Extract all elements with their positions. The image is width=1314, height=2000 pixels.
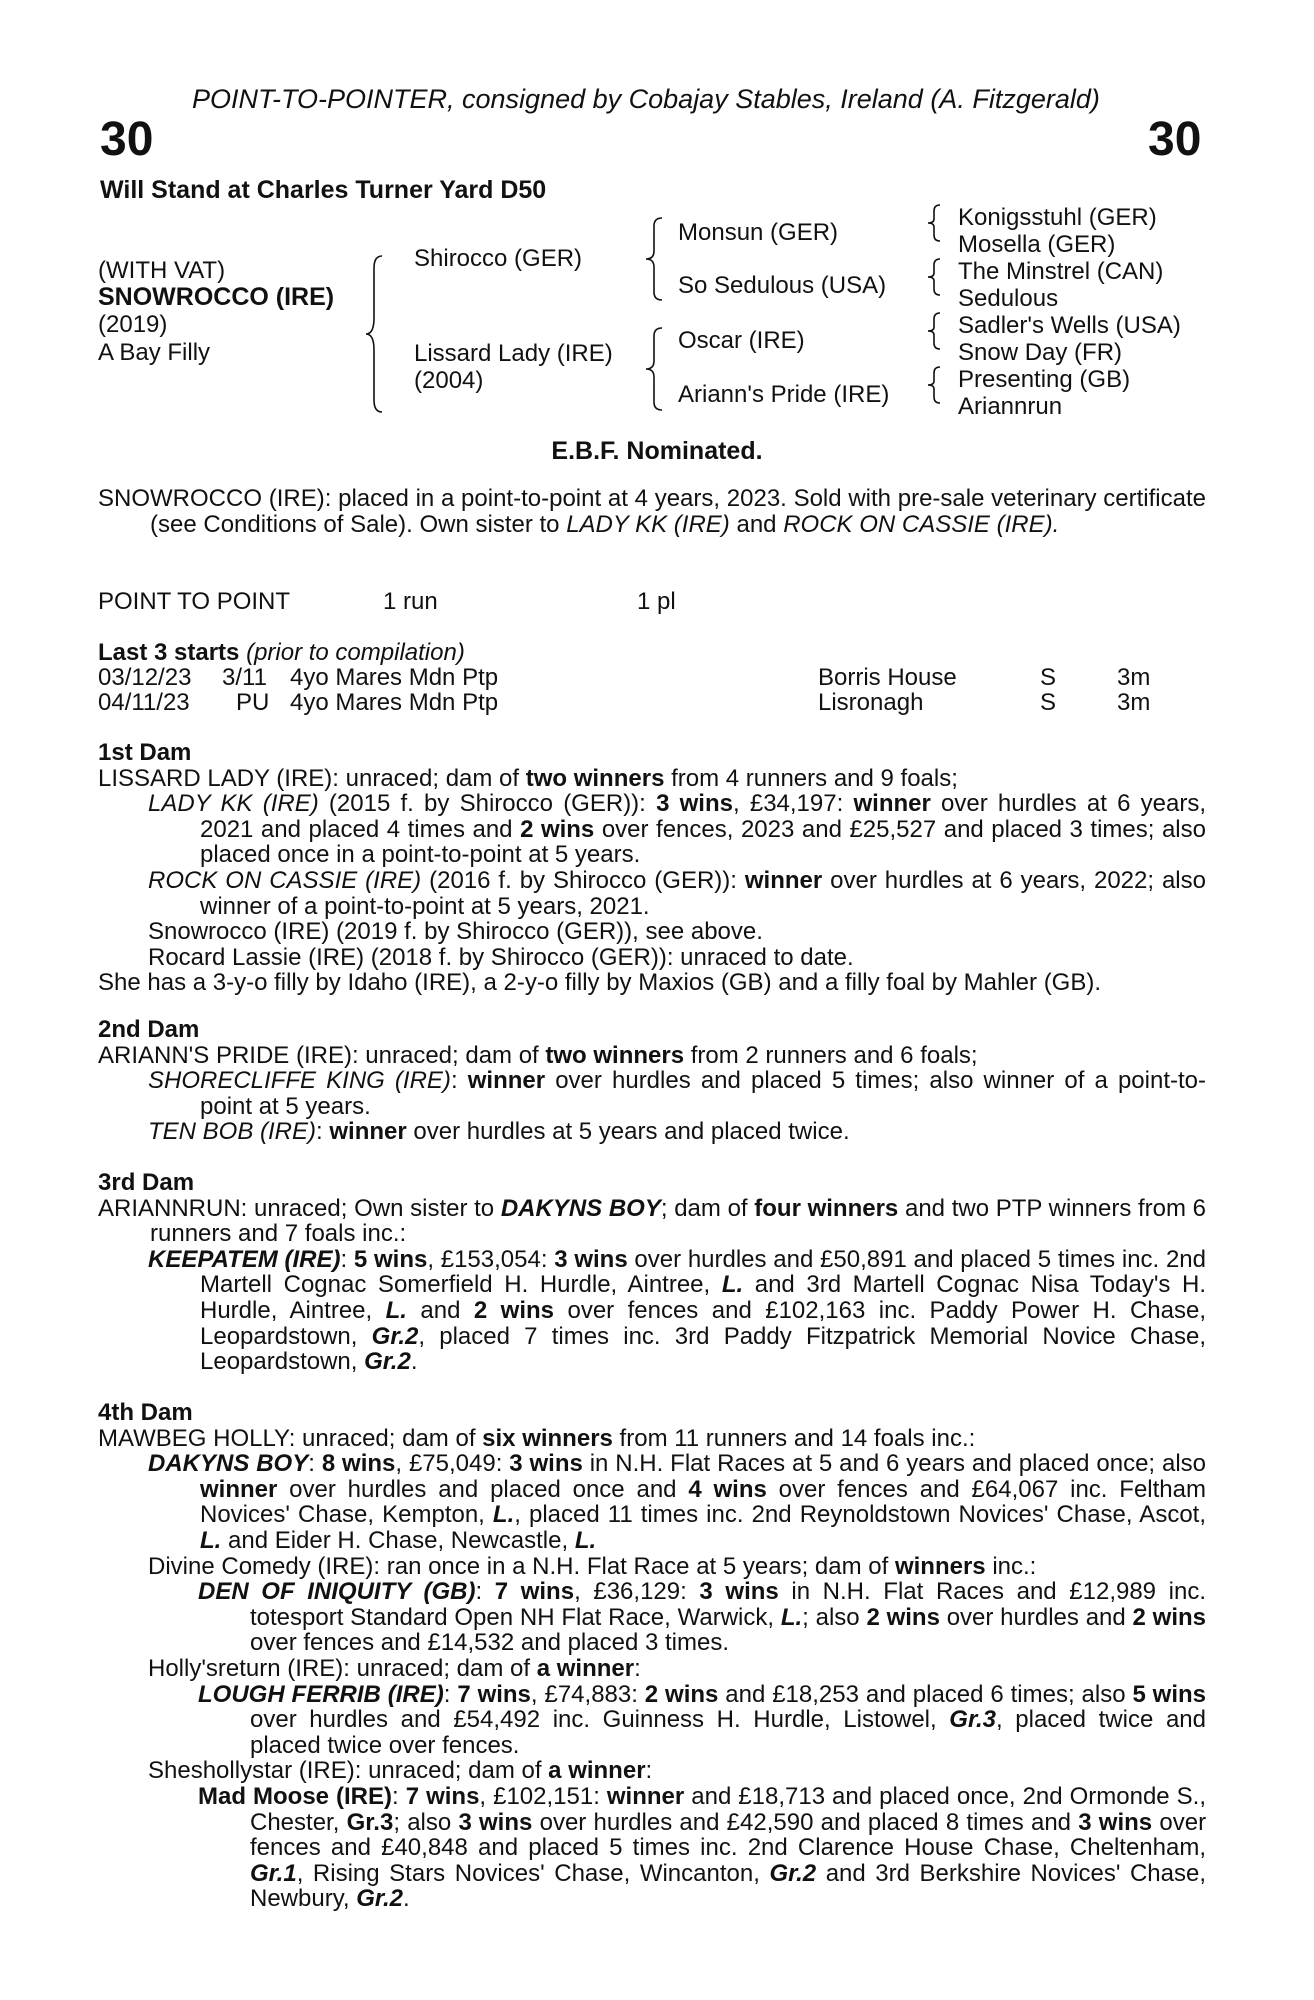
lf-wins: 7 wins	[457, 1680, 531, 1708]
k-grade2: Gr.2	[364, 1348, 411, 1376]
lk-text2: , £34,197:	[732, 790, 854, 818]
progeny-lady-kk: LADY KK (IRE)	[148, 790, 319, 818]
start-position: 3/11	[222, 664, 267, 691]
start-race: 4yo Mares Mdn Ptp	[290, 664, 499, 691]
k-grade: Gr.2	[371, 1322, 419, 1350]
start-date: 04/11/23	[98, 689, 190, 716]
tb-winner: winner	[329, 1118, 407, 1146]
lf-text3: over hurdles and £54,492 inc. Guinness H. Hurdle, Listowel,	[250, 1706, 950, 1734]
mm-text4: over hurdles and £42,590 and placed 8 times and	[532, 1808, 1079, 1836]
hr-winner: a winner	[536, 1654, 635, 1682]
lf-wins3: 5 wins	[1132, 1680, 1207, 1708]
k-text3: and 3rd Martell Cognac Nisa Today's H. Hurdle, Aintree,	[200, 1271, 1207, 1324]
k-listed: L.	[721, 1271, 744, 1299]
start-position: PU	[236, 689, 270, 716]
sister-link-rock-on-cassie: ROCK ON CASSIE	[783, 510, 990, 538]
pedigree-ssd: Mosella (GER)	[958, 231, 1116, 258]
sk-colon: :	[450, 1067, 468, 1095]
pedigree-ddd: Ariannrun	[958, 393, 1063, 420]
last-starts-title: Last 3 starts	[98, 639, 240, 666]
db-winner: winner	[200, 1475, 278, 1503]
db-wins2: 3 wins	[509, 1450, 583, 1478]
sh-end: :	[645, 1757, 653, 1785]
di-text2: in N.H. Flat Races and £12,989 inc. totesport Standard Open NH Flat Race, Warwick,	[250, 1578, 1207, 1631]
db-text3: over hurdles and placed once and	[277, 1475, 689, 1503]
lk-winner: winner	[853, 790, 931, 818]
sh-winner: a winner	[548, 1757, 646, 1785]
dam4-text-end: from 11 runners and 14 foals inc.:	[612, 1424, 976, 1452]
mm-grade: Gr.3	[346, 1808, 394, 1836]
db-wins3: 4 wins	[688, 1475, 767, 1503]
mm-text: , £102,151:	[479, 1782, 607, 1810]
hollysreturn-text: Holly'sreturn (IRE): unraced; dam of	[148, 1654, 537, 1682]
dam2-winners: two winners	[545, 1041, 685, 1069]
pedigree-dsd: Snow Day (FR)	[958, 339, 1123, 366]
third-dam-section	[98, 1170, 1206, 1375]
lf-wins2: 2 wins	[644, 1680, 719, 1708]
di-listed: L.	[780, 1603, 803, 1631]
start-date: 03/12/23	[98, 664, 192, 691]
k-listed2: L.	[385, 1296, 407, 1324]
mm-text2: and £18,713 and placed once, 2nd Ormonde S., Chester,	[250, 1782, 1207, 1836]
lf-text2: and £18,253 and placed 6 times; also	[718, 1680, 1133, 1708]
progeny-lough-ferrib: LOUGH FERRIB (IRE)	[198, 1680, 444, 1708]
last-starts-note: (prior to compilation)	[246, 639, 465, 666]
pedigree-sd: So Sedulous (USA)	[678, 272, 887, 299]
pedigree-bracket-ds	[930, 313, 946, 349]
mm-grade4: Gr.2	[356, 1885, 403, 1913]
horse-name: SNOWROCCO (IRE)	[98, 283, 335, 311]
sister-link-lady-kk: LADY KK (IRE)	[566, 510, 730, 538]
dam2-text: ARIANN'S PRIDE (IRE): unraced; dam of	[98, 1041, 546, 1069]
ebf-nominated: E.B.F. Nominated.	[551, 437, 763, 465]
di-text3: ; also	[802, 1603, 867, 1631]
di-wins4: 2 wins	[1132, 1603, 1207, 1631]
db-colon: :	[308, 1450, 322, 1478]
progeny-dakyns-boy: DAKYNS BOY	[148, 1450, 309, 1478]
pedigree-dam-year: (2004)	[414, 367, 484, 394]
db-text6: and Eider H. Chase, Newcastle,	[221, 1526, 575, 1554]
progeny-mad-moose: Mad Moose (IRE)	[198, 1782, 393, 1810]
pedigree-bracket-dd	[930, 367, 946, 403]
lk-wins2: 2 wins	[520, 815, 595, 843]
lk-text: (2015 f. by Shirocco (GER)):	[318, 790, 657, 818]
pedigree-bracket-ss	[930, 205, 946, 241]
tb-text: over hurdles at 5 years and placed twice.	[406, 1118, 850, 1146]
rc-winner: winner	[744, 866, 823, 894]
pedigree-dds: Presenting (GB)	[958, 366, 1131, 393]
dam4-text: MAWBEG HOLLY: unraced; dam of	[98, 1424, 483, 1452]
di-wins: 7 wins	[494, 1578, 575, 1606]
record-label: POINT TO POINT	[98, 588, 291, 615]
dc-end: inc.:	[985, 1552, 1037, 1580]
k-colon: :	[340, 1245, 354, 1273]
pedigree-bracket-gen1	[370, 256, 390, 412]
record-runs: 1 run	[383, 588, 438, 615]
start-course: Borris House	[818, 664, 957, 691]
tb-colon: :	[316, 1118, 330, 1146]
mm-wins3: 3 wins	[1078, 1808, 1153, 1836]
di-text4: over hurdles and	[939, 1603, 1133, 1631]
k-and: and	[406, 1296, 474, 1324]
dam4-winners: six winners	[482, 1424, 613, 1452]
last-starts-heading	[98, 640, 465, 666]
k-wins: 5 wins	[353, 1245, 428, 1273]
db-listed3: L.	[574, 1526, 597, 1554]
rc-text2: over hurdles at 6 years, 2022; also winner of a point-to-point at 5 years, 2021.	[200, 866, 1206, 920]
lk-text3: over hurdles at 6 years, 2021 and placed 4 times and	[200, 790, 1206, 843]
fourth-dam-section	[98, 1400, 1206, 1912]
summary-ire: (IRE).	[996, 510, 1060, 538]
k-wins2: 3 wins	[554, 1245, 628, 1273]
progeny-rocard-lassie: Rocard Lassie (IRE) (2018 f. by Shirocco (GER)): unraced to date.	[148, 943, 854, 971]
start-going: S	[1040, 689, 1057, 716]
progeny-snowrocco: Snowrocco (IRE) (2019 f. by Shirocco (GER)), see above.	[148, 918, 763, 946]
location-line: Will Stand at Charles Turner Yard D50	[100, 176, 547, 204]
lf-colon: :	[443, 1680, 458, 1708]
consignment-line: POINT-TO-POINTER, consigned by Cobajay Stables, Ireland (A. Fitzgerald)	[192, 84, 1100, 114]
lot-number-right: 30	[1148, 113, 1202, 166]
di-wins3: 2 wins	[866, 1603, 940, 1631]
lot-number-left: 30	[100, 113, 154, 166]
mm-grade3: Gr.2	[769, 1859, 817, 1887]
pedigree-bracket-dam	[650, 328, 670, 410]
summary-paragraph	[98, 486, 1206, 537]
divine-comedy-text: Divine Comedy (IRE): ran once in a N.H. Flat Race at 5 years; dam of	[148, 1552, 895, 1580]
lf-grade: Gr.3	[949, 1706, 996, 1734]
dam2-text-end: from 2 runners and 6 foals;	[684, 1041, 978, 1069]
db-text4: over fences and £64,067 inc. Feltham Novices' Chase, Kempton,	[200, 1475, 1206, 1529]
mm-grade2: Gr.1	[250, 1859, 297, 1887]
record-placed: 1 pl	[637, 588, 676, 615]
db-listed: L.	[492, 1501, 515, 1529]
mm-wins: 7 wins	[405, 1782, 480, 1810]
start-distance: 3m	[1117, 664, 1151, 691]
start-course: Lisronagh	[818, 689, 924, 716]
pedigree-ds: Oscar (IRE)	[678, 327, 805, 354]
pedigree-bracket-sd	[930, 259, 946, 295]
di-colon: :	[475, 1578, 495, 1606]
db-text: , £75,049:	[395, 1450, 510, 1478]
start-distance: 3m	[1117, 689, 1151, 716]
db-text5: , placed 11 times inc. 2nd Reynoldstown Novices' Chase, Ascot,	[514, 1501, 1206, 1529]
dam1-winners: two winners	[525, 764, 665, 792]
horse-description: A Bay Filly	[98, 339, 211, 366]
fourth-dam-heading: 4th Dam	[98, 1399, 193, 1426]
k-text4: over fences and £102,163 inc. Paddy Power H. Chase, Leopardstown,	[200, 1296, 1206, 1350]
k-end: .	[410, 1348, 418, 1376]
mm-text5: over fences and £40,848 and placed 5 times inc. 2nd Clarence House Chase, Cheltenham,	[250, 1808, 1207, 1862]
dc-winners: winners	[894, 1552, 986, 1580]
dam3-text2: ; dam of	[660, 1194, 755, 1222]
mm-wins2: 3 wins	[458, 1808, 533, 1836]
sk-text: over hurdles and placed 5 times; also winner of a point-to-point at 5 years.	[200, 1067, 1207, 1120]
hr-end: :	[634, 1654, 641, 1682]
pedigree-dss: Sadler's Wells (USA)	[958, 312, 1181, 339]
k-text2: over hurdles and £50,891 and placed 5 times inc. 2nd Martell Cognac Somerfield H. Hurdle, Aintree,	[200, 1245, 1206, 1299]
progeny-rock-on-cassie: ROCK ON CASSIE (IRE)	[148, 866, 422, 894]
dam1-foals-note: She has a 3-y-o filly by Idaho (IRE), a 2-y-o filly by Maxios (GB) and a filly foal by Mahler (GB).	[98, 969, 1102, 997]
progeny-ten-bob: TEN BOB (IRE)	[148, 1118, 317, 1146]
mm-text7: and 3rd Berkshire Novices' Chase, Newbury,	[250, 1859, 1207, 1913]
third-dam-heading: 3rd Dam	[98, 1169, 195, 1196]
second-dam-heading: 2nd Dam	[98, 1016, 200, 1043]
progeny-keepatem: KEEPATEM (IRE)	[148, 1245, 341, 1273]
second-dam-section	[98, 1017, 1206, 1145]
start-going: S	[1040, 664, 1057, 691]
first-dam-section	[98, 740, 1206, 996]
db-wins: 8 wins	[321, 1450, 396, 1478]
summary-text-2: certificate (see Conditions of Sale). Own sister to	[150, 485, 1206, 538]
di-text: , £36,129:	[574, 1578, 700, 1606]
summary-and: and	[729, 510, 784, 538]
pedigree-sdd: Sedulous	[958, 285, 1059, 312]
lk-wins: 3 wins	[656, 790, 733, 818]
dam3-text: ARIANNRUN: unraced; Own sister to	[98, 1194, 501, 1222]
dam3-text3: and two PTP winners from 6 runners and 7 foals inc.:	[150, 1194, 1207, 1248]
lf-text: , £74,883:	[530, 1680, 645, 1708]
db-listed2: L.	[200, 1526, 222, 1554]
mm-winner: winner	[606, 1782, 685, 1810]
first-dam-heading: 1st Dam	[98, 739, 192, 766]
dam3-winners: four winners	[754, 1194, 899, 1222]
pedigree-sire: Shirocco (GER)	[414, 245, 583, 272]
k-wins3: 2 wins	[473, 1296, 555, 1324]
sheshollystar-text: Sheshollystar (IRE): unraced; dam of	[148, 1757, 549, 1785]
vat-note: (WITH VAT)	[98, 257, 226, 284]
start-race: 4yo Mares Mdn Ptp	[290, 689, 499, 716]
mm-text6: , Rising Stars Novices' Chase, Wincanton,	[296, 1859, 770, 1887]
progeny-shorecliffe-king: SHORECLIFFE KING (IRE)	[148, 1067, 451, 1095]
lf-text4: , placed twice and placed twice over fences.	[250, 1706, 1206, 1759]
rc-text: (2016 f. by Shirocco (GER)):	[421, 866, 745, 894]
di-text5: over fences and £14,532 and placed 3 times.	[250, 1629, 729, 1657]
dam1-text-end: from 4 runners and 9 foals;	[664, 764, 958, 792]
horse-year: (2019)	[98, 311, 168, 338]
pedigree-sss: Konigsstuhl (GER)	[958, 204, 1157, 231]
db-text2: in N.H. Flat Races at 5 and 6 years and placed once; also	[582, 1450, 1207, 1478]
pedigree-bracket-sire	[650, 218, 670, 300]
dam3-dakyns-boy: DAKYNS BOY	[500, 1194, 661, 1222]
summary-text: SNOWROCCO (IRE): placed in a point-to-point at 4 years, 2023. Sold with pre-sale veterinary	[98, 485, 1097, 512]
mm-colon: :	[392, 1782, 406, 1810]
sk-winner: winner	[467, 1067, 546, 1095]
di-wins2: 3 wins	[699, 1578, 779, 1606]
k-text: , £153,054:	[427, 1245, 555, 1273]
mm-text3: ; also	[393, 1808, 459, 1836]
pedigree-ss: Monsun (GER)	[678, 219, 839, 246]
progeny-den-of-iniquity: DEN OF INIQUITY (GB)	[198, 1578, 476, 1606]
pedigree-sds: The Minstrel (CAN)	[958, 258, 1164, 285]
lk-text4: over fences, 2023 and £25,527 and placed 3 times; also placed once in a point-to-point at 5 years.	[200, 815, 1206, 869]
k-text5: , placed 7 times inc. 3rd Paddy Fitzpatrick Memorial Novice Chase, Leopardstown,	[200, 1322, 1207, 1376]
mm-end: .	[402, 1885, 410, 1913]
pedigree-dam: Lissard Lady (IRE)	[414, 340, 613, 367]
dam1-text: LISSARD LADY (IRE): unraced; dam of	[98, 764, 526, 792]
pedigree-dd: Ariann's Pride (IRE)	[678, 381, 890, 408]
